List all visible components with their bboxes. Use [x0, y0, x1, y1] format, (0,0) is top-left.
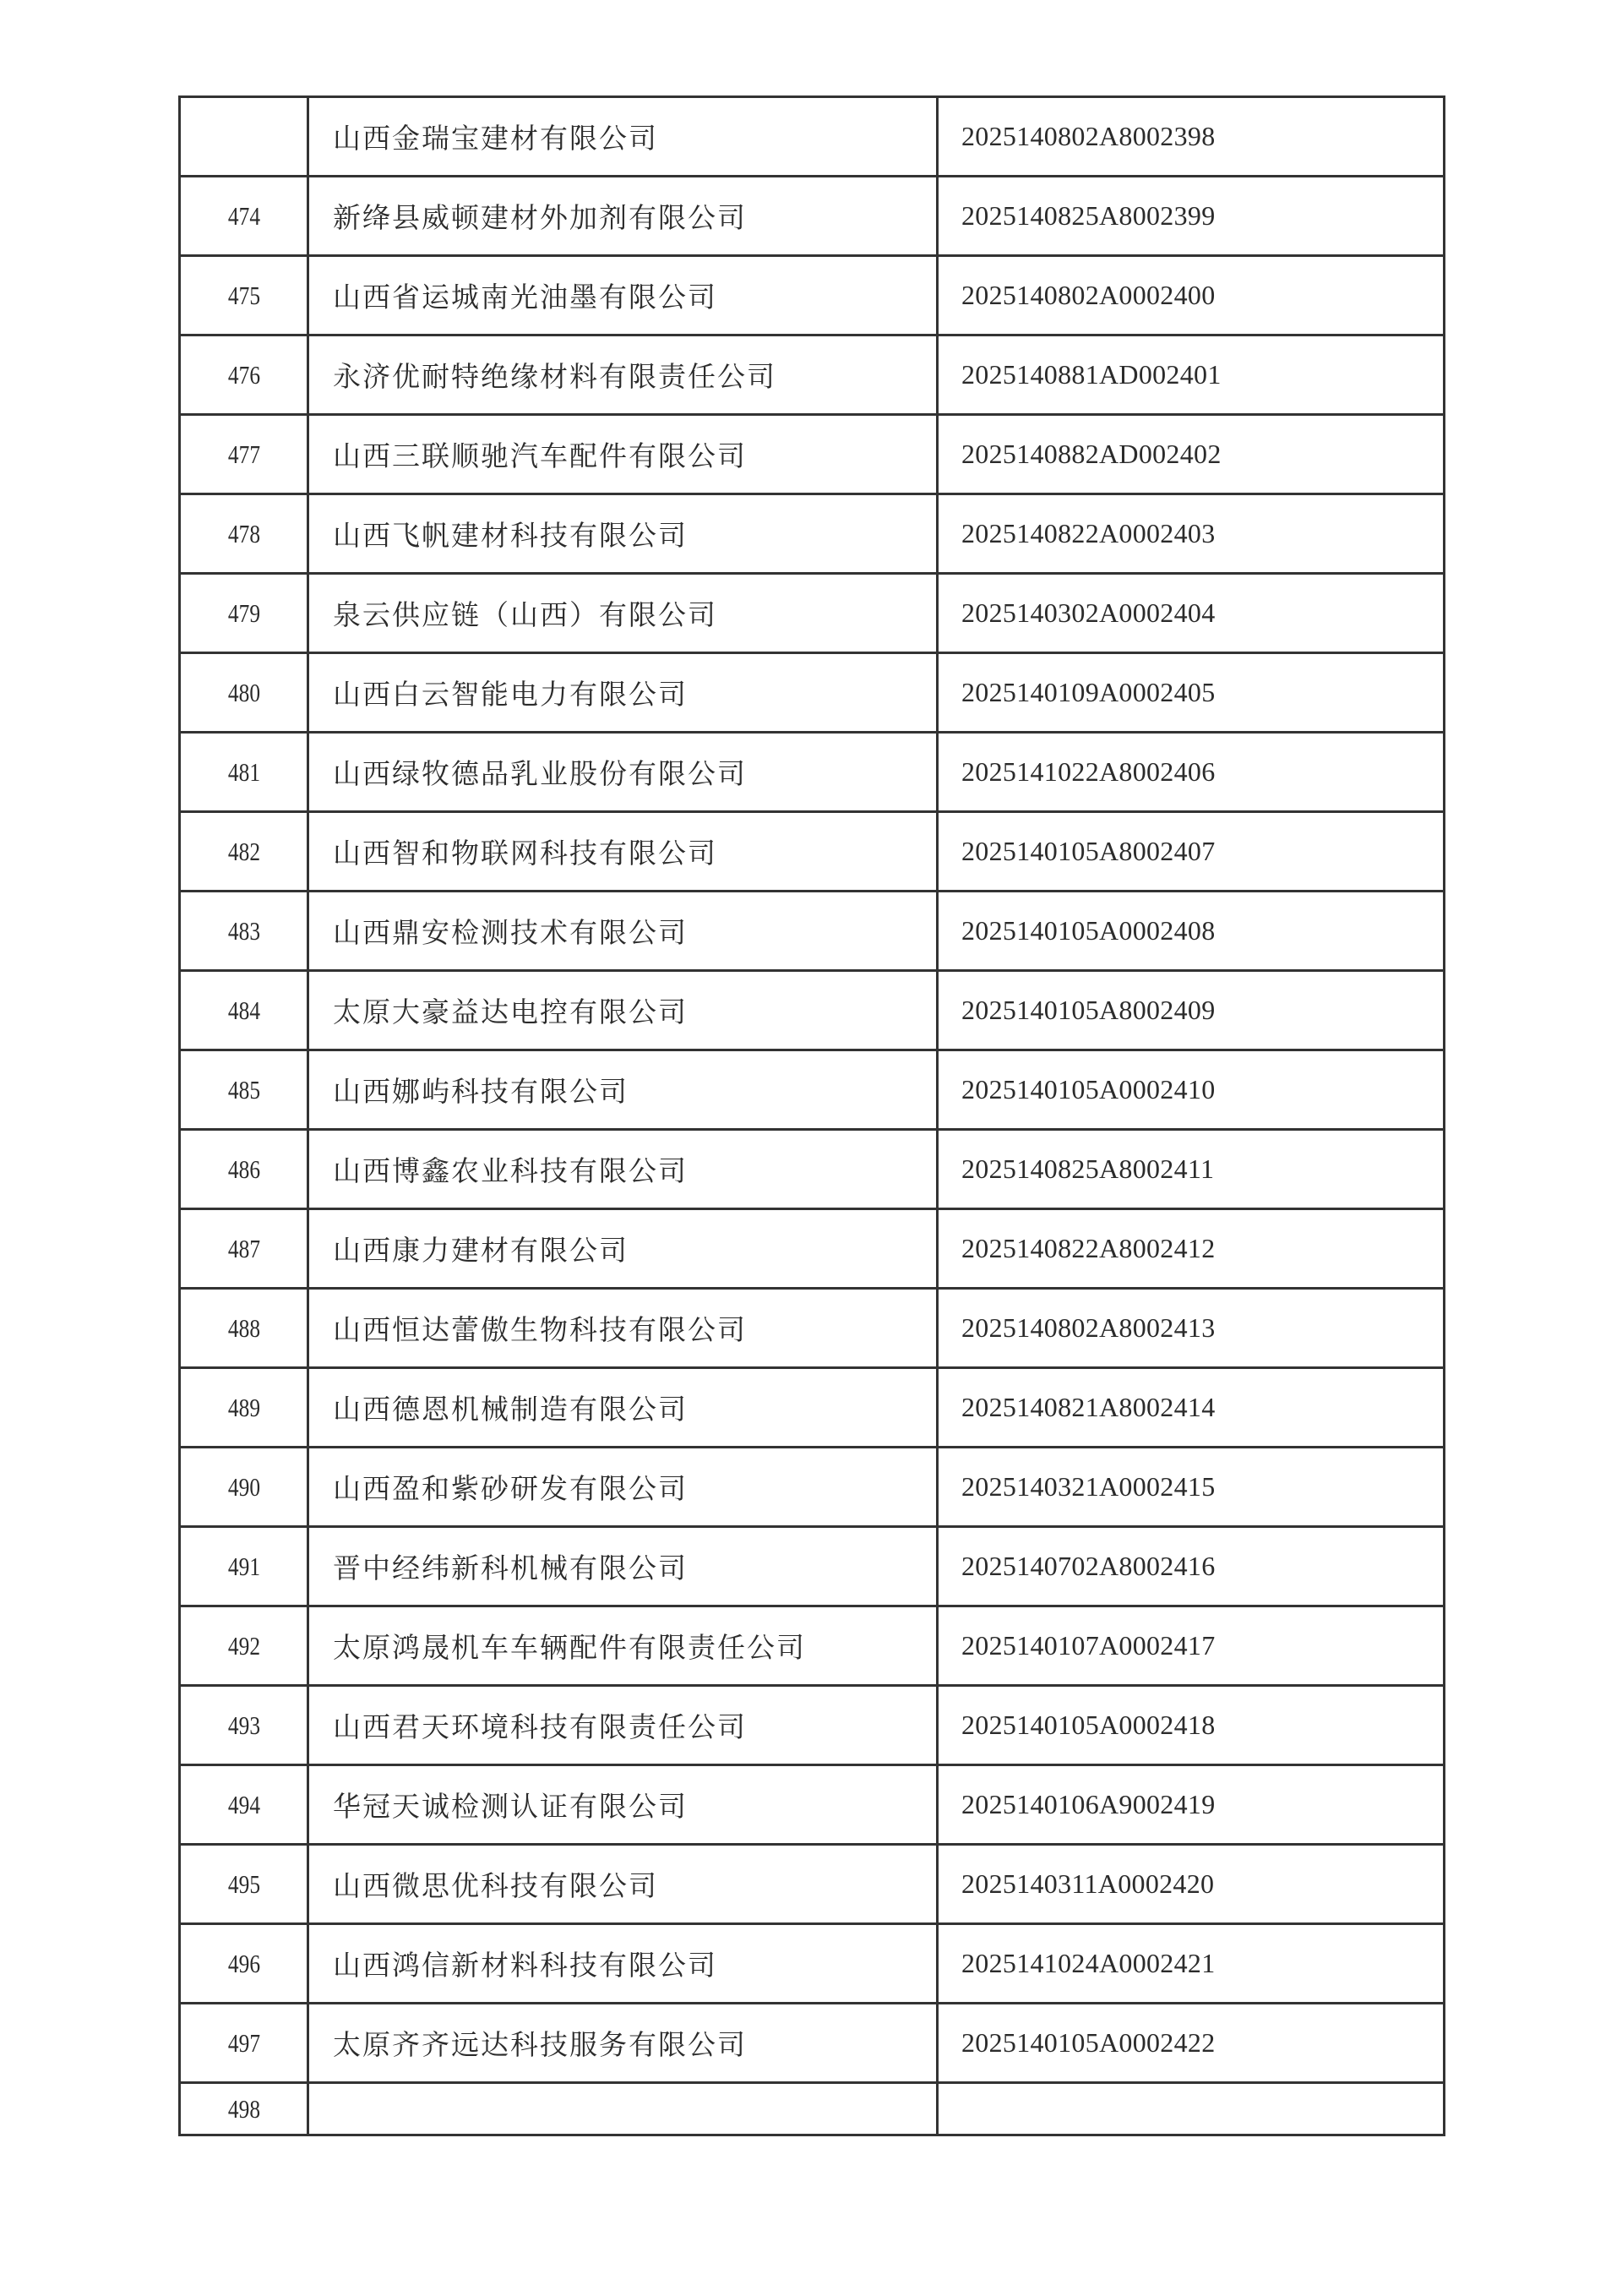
table-row: [180, 2004, 1445, 2083]
row-number-cell: 474: [191, 177, 297, 256]
table-row: [180, 1765, 1445, 1845]
row-number-cell: 493: [191, 1686, 297, 1765]
registration-code-cell: 2025141024A0002421: [938, 1924, 1445, 2004]
table-row: [180, 1209, 1445, 1289]
row-number-cell: 488: [191, 1289, 297, 1368]
table-row: [180, 733, 1445, 812]
row-number-cell: 497: [191, 2004, 297, 2083]
row-number-cell: 490: [191, 1448, 297, 1527]
company-name-cell: 华冠天诚检测认证有限公司: [308, 1765, 938, 1845]
company-name-cell: 太原大豪益达电控有限公司: [308, 971, 938, 1050]
row-number-cell: 482: [191, 812, 297, 892]
registration-code-cell: 2025140802A8002413: [938, 1289, 1445, 1368]
row-number-cell: 496: [191, 1924, 297, 2004]
company-list-table: [178, 95, 1445, 2136]
table-row: [180, 256, 1445, 335]
registration-code-cell: 2025140107A0002417: [938, 1606, 1445, 1686]
registration-code-cell: 2025140321A0002415: [938, 1448, 1445, 1527]
registration-code-cell: 2025140105A0002422: [938, 2004, 1445, 2083]
table-row: [180, 494, 1445, 574]
company-name-cell: 山西康力建材有限公司: [308, 1209, 938, 1289]
company-name-cell: 太原齐齐远达科技服务有限公司: [308, 2004, 938, 2083]
table-row: [180, 812, 1445, 892]
row-number-cell: 495: [191, 1845, 297, 1924]
company-name-cell: 晋中经纬新科机械有限公司: [308, 1527, 938, 1606]
table-row: [180, 1368, 1445, 1448]
company-name-cell: 山西恒达蕾傲生物科技有限公司: [308, 1289, 938, 1368]
registration-code-cell: 2025140825A8002399: [938, 177, 1445, 256]
company-name-cell: 太原鸿晟机车车辆配件有限责任公司: [308, 1606, 938, 1686]
registration-code-cell: 2025140702A8002416: [938, 1527, 1445, 1606]
registration-code-cell: 2025141022A8002406: [938, 733, 1445, 812]
registration-code-cell: 2025140105A8002409: [938, 971, 1445, 1050]
company-name-cell: 山西娜屿科技有限公司: [308, 1050, 938, 1130]
table-row: [180, 971, 1445, 1050]
row-number-cell: 476: [191, 335, 297, 415]
company-name-cell: 山西省运城南光油墨有限公司: [308, 256, 938, 335]
company-name-cell: 泉云供应链（山西）有限公司: [308, 574, 938, 653]
row-number-cell: 477: [191, 415, 297, 494]
table-row: [180, 177, 1445, 256]
table-row: [180, 97, 1445, 177]
row-number-cell: 486: [191, 1130, 297, 1209]
company-name-cell: 山西绿牧德品乳业股份有限公司: [308, 733, 938, 812]
registration-code-cell: 2025140105A0002408: [938, 892, 1445, 971]
registration-code-cell: 2025140105A0002418: [938, 1686, 1445, 1765]
company-name-cell: 新绛县威顿建材外加剂有限公司: [308, 177, 938, 256]
row-number-cell: 489: [191, 1368, 297, 1448]
table-body: [180, 97, 1445, 2135]
row-number-cell: [191, 97, 297, 177]
registration-code-cell: 2025140302A0002404: [938, 574, 1445, 653]
table-row: [180, 653, 1445, 733]
row-number-cell: 494: [191, 1765, 297, 1845]
registration-code-cell: 2025140105A0002410: [938, 1050, 1445, 1130]
table-row: [180, 1448, 1445, 1527]
company-name-cell: 山西金瑞宝建材有限公司: [308, 97, 938, 177]
registration-code-cell: 2025140802A8002398: [938, 97, 1445, 177]
table-row: [180, 1924, 1445, 2004]
company-name-cell: 山西飞帆建材科技有限公司: [308, 494, 938, 574]
row-number-cell: 475: [191, 256, 297, 335]
row-number-cell: 479: [191, 574, 297, 653]
company-name-cell: 山西鸿信新材料科技有限公司: [308, 1924, 938, 2004]
row-number-cell: 484: [191, 971, 297, 1050]
table-row: [180, 415, 1445, 494]
company-name-cell: 山西君天环境科技有限责任公司: [308, 1686, 938, 1765]
table-row: [180, 892, 1445, 971]
table-row: [180, 1845, 1445, 1924]
registration-code-cell: 2025140881AD002401: [938, 335, 1445, 415]
registration-code-cell: [938, 2083, 1445, 2135]
table-row: [180, 1130, 1445, 1209]
row-number-cell: 481: [191, 733, 297, 812]
registration-code-cell: 2025140802A0002400: [938, 256, 1445, 335]
registration-code-cell: 2025140109A0002405: [938, 653, 1445, 733]
table-row: [180, 574, 1445, 653]
row-number-cell: 478: [191, 494, 297, 574]
registration-code-cell: 2025140106A9002419: [938, 1765, 1445, 1845]
row-number-cell: 480: [191, 653, 297, 733]
company-name-cell: 山西微思优科技有限公司: [308, 1845, 938, 1924]
row-number-cell: 492: [191, 1606, 297, 1686]
registration-code-cell: 2025140822A0002403: [938, 494, 1445, 574]
registration-code-cell: 2025140825A8002411: [938, 1130, 1445, 1209]
registration-code-cell: 2025140822A8002412: [938, 1209, 1445, 1289]
registration-code-cell: 2025140311A0002420: [938, 1845, 1445, 1924]
company-name-cell: 山西三联顺驰汽车配件有限公司: [308, 415, 938, 494]
table-row: [180, 1050, 1445, 1130]
registration-code-cell: 2025140882AD002402: [938, 415, 1445, 494]
table-row: [180, 1686, 1445, 1765]
company-name-cell: 山西博鑫农业科技有限公司: [308, 1130, 938, 1209]
row-number-cell: 487: [191, 1209, 297, 1289]
table-row: [180, 1527, 1445, 1606]
company-name-cell: 山西鼎安检测技术有限公司: [308, 892, 938, 971]
table-row: [180, 2083, 1445, 2135]
company-name-cell: [308, 2083, 938, 2135]
company-name-cell: 山西德恩机械制造有限公司: [308, 1368, 938, 1448]
registration-code-cell: 2025140821A8002414: [938, 1368, 1445, 1448]
table-row: [180, 335, 1445, 415]
row-number-cell: 491: [191, 1527, 297, 1606]
company-name-cell: 山西智和物联网科技有限公司: [308, 812, 938, 892]
registration-code-cell: 2025140105A8002407: [938, 812, 1445, 892]
table-row: [180, 1606, 1445, 1686]
company-name-cell: 山西白云智能电力有限公司: [308, 653, 938, 733]
row-number-cell: 485: [191, 1050, 297, 1130]
company-name-cell: 山西盈和紫砂研发有限公司: [308, 1448, 938, 1527]
row-number-cell: 483: [191, 892, 297, 971]
table-row: [180, 1289, 1445, 1368]
company-name-cell: 永济优耐特绝缘材料有限责任公司: [308, 335, 938, 415]
row-number-cell: 498: [191, 2083, 297, 2135]
